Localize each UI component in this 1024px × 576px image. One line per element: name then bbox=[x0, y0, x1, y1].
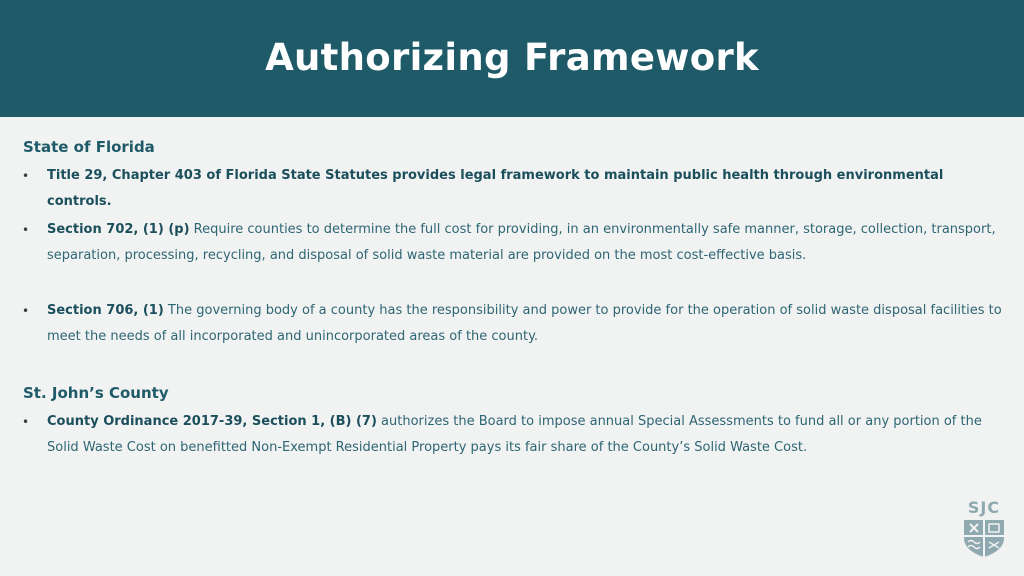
sjc-logo bbox=[960, 498, 1008, 562]
bullet-bold-text: Section 706, (1) bbox=[47, 303, 164, 318]
state-bullet-1 bbox=[22, 163, 1012, 215]
bullet-rest-text: Require counties to determine the full cost for providing, in an environmentally safe manner, storage, collection, transport, separation, processing, recycling, and disposal of solid waste material are provided on the most cost-effective basis. bbox=[47, 222, 996, 263]
bullet-bold-text: Title 29, Chapter 403 of Florida State Statutes provides legal framework to maintain public health through environmental controls. bbox=[47, 168, 944, 209]
bullet-text bbox=[47, 163, 1012, 215]
slide-title: Authorizing Framework bbox=[265, 36, 759, 79]
state-bullet-3 bbox=[22, 298, 1012, 350]
bullet-dot: • bbox=[22, 169, 30, 183]
bullet-text bbox=[47, 217, 1012, 269]
bullet-rest-text: The governing body of a county has the responsibility and power to provide for the operation of solid waste disposal facilities to meet the needs of all incorporated and unincorporated areas of the county. bbox=[47, 303, 1002, 344]
bullet-text bbox=[47, 409, 1012, 461]
bullet-bold-text: County Ordinance 2017-39, Section 1, (B) (7) bbox=[47, 414, 377, 429]
sjc-shield-icon bbox=[962, 518, 1006, 558]
logo-text: SJC bbox=[967, 498, 1001, 517]
title-banner bbox=[0, 0, 1024, 117]
state-heading: State of Florida bbox=[23, 138, 155, 156]
county-heading: St. John’s County bbox=[23, 384, 169, 402]
bullet-dot: • bbox=[22, 304, 30, 318]
state-bullet-2 bbox=[22, 217, 1012, 269]
bullet-rest-text: authorizes the Board to impose annual Special Assessments to fund all or any portion of the Solid Waste Cost on benefitted Non-Exempt Residential Property pays its fair share of the County’s Solid Waste Cost. bbox=[47, 414, 982, 455]
bullet-dot: • bbox=[22, 415, 30, 429]
county-bullet-1 bbox=[22, 409, 1012, 461]
bullet-text bbox=[47, 298, 1012, 350]
bullet-dot: • bbox=[22, 223, 30, 237]
slide-body bbox=[0, 117, 1024, 576]
bullet-bold-text: Section 702, (1) (p) bbox=[47, 222, 190, 237]
